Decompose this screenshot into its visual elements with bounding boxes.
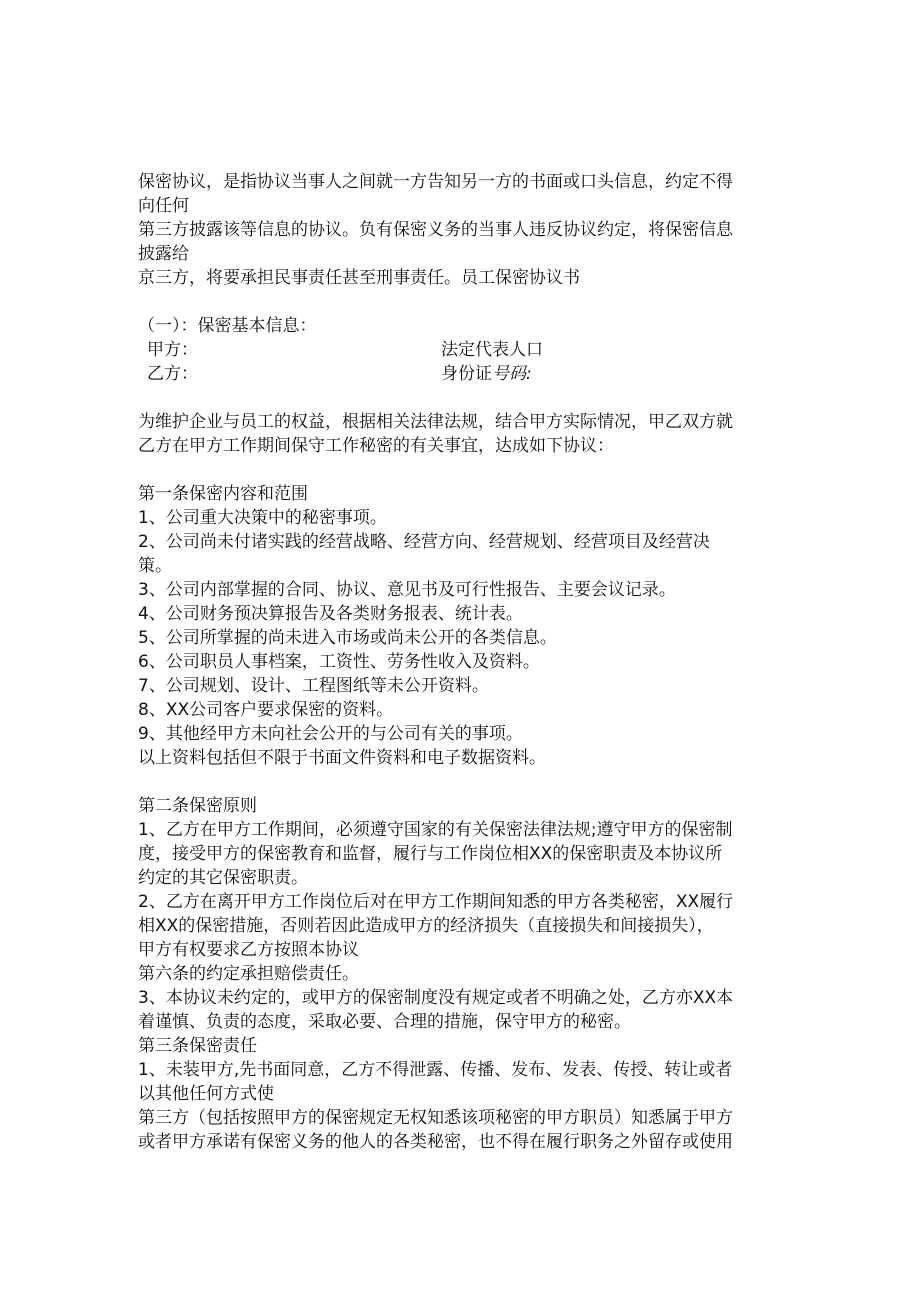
article-2-line: 甲方有权要求乙方按照本协议 <box>138 940 359 960</box>
article-2-title: 第二条保密原则 <box>138 796 257 816</box>
article-3-line: 第三方（包括按照甲方的保密规定无权知悉该项秘密的甲方职员）知悉属于甲方 <box>138 1108 733 1128</box>
article-2-line: 着谨慎、负责的态度，采取必要、合理的措施，保守甲方的秘密。 <box>138 1012 631 1032</box>
intro-paragraph <box>138 170 790 290</box>
preamble-paragraph <box>138 410 790 458</box>
article-1-title: 第一条保密内容和范围 <box>138 484 308 504</box>
article-1-line: 9、其他经甲方未向社会公开的与公司有关的事项。 <box>138 724 523 744</box>
document-body <box>138 170 790 1154</box>
article-2-line: 约定的其它保密职责。 <box>138 868 308 888</box>
intro-line: 京三方，将要承担民事责任甚至刑事责任。员工保密协议书 <box>138 268 580 288</box>
article-1-line: 1、公司重大决策中的秘密事项。 <box>138 508 387 528</box>
article-2-line: 相XX的保密措施，否则若因此造成甲方的经济损失（直接损失和间接损失）， <box>138 916 714 936</box>
article-1-line: 3、公司内部掌握的合同、协议、意见书及可行性报告、主要会议记录。 <box>138 580 676 600</box>
legal-rep-label: 法定代表人口 <box>441 340 543 360</box>
article-1-line: 4、公司财务预决算报告及各类财务报表、统计表。 <box>138 604 523 624</box>
article-2-line: 度，接受甲方的保密教育和监督，履行与工作岗位相XX的保密职责及本协议所 <box>138 844 723 864</box>
article-3-section <box>138 1034 790 1154</box>
intro-line: 向任何 <box>138 196 189 216</box>
article-1-line: 以上资料包括但不限于书面文件资料和电子数据资料。 <box>138 748 546 768</box>
article-3-line: 1、未装甲方,先书面同意，乙方不得泄露、传播、发布、发表、传授、转让或者 <box>138 1060 733 1080</box>
article-1-line: 8、XX公司客户要求保密的资料。 <box>138 700 394 720</box>
party-a-row <box>138 338 790 362</box>
article-3-line: 以其他任何方式使 <box>138 1084 274 1104</box>
id-number-label <box>441 362 532 386</box>
article-1-line: 策。 <box>138 556 172 576</box>
basic-info-heading: （一）：保密基本信息： <box>138 316 317 336</box>
intro-line: 保密协议，是指协议当事人之间就一方告知另一方的书面或口头信息，约定不得 <box>138 172 733 192</box>
article-3-line: 或者甲方承诺有保密义务的他人的各类秘密，也不得在履行职务之外留存或使用 <box>138 1132 733 1152</box>
article-2-line: 3、本协议未约定的，或甲方的保密制度没有规定或者不明确之处，乙方亦XX本 <box>138 988 734 1008</box>
party-a-label: 甲方： <box>147 340 198 360</box>
article-3-title: 第三条保密责任 <box>138 1036 257 1056</box>
intro-line: 披露给 <box>138 244 189 264</box>
article-1-line: 7、公司规划、设计、工程图纸等未公开资料。 <box>138 676 489 696</box>
basic-info-section <box>138 314 790 386</box>
id-suffix: 号码: <box>492 364 532 384</box>
article-2-line: 2、乙方在离开甲方工作岗位后对在甲方工作期间知悉的甲方各类秘密，XX履行 <box>138 892 734 912</box>
intro-line: 第三方披露该等信息的协议。负有保密义务的当事人违反协议约定，将保密信息 <box>138 220 733 240</box>
id-label: 身份证 <box>441 364 492 384</box>
party-b-row <box>138 362 790 386</box>
article-1-section <box>138 482 790 770</box>
article-1-line: 5、公司所掌握的尚未进入市场或尚未公开的各类信息。 <box>138 628 557 648</box>
article-2-line: 1、乙方在甲方工作期间，必须遵守国家的有关保密法律法规;遵守甲方的保密制 <box>138 820 733 840</box>
article-2-line: 第六条的约定承担赔偿责任。 <box>138 964 359 984</box>
article-1-line: 6、公司职员人事档案，工资性、劳务性收入及资料。 <box>138 652 540 672</box>
article-2-section <box>138 794 790 1034</box>
preamble-line: 为维护企业与员工的权益，根据相关法律法规，结合甲方实际情况，甲乙双方就 <box>138 412 733 432</box>
party-b-label: 乙方： <box>147 364 198 384</box>
article-1-line: 2、公司尚未付诸实践的经营战略、经营方向、经营规划、经营项目及经营决 <box>138 532 710 552</box>
preamble-line: 乙方在甲方工作期间保守工作秘密的有关事宜，达成如下协议： <box>138 436 614 456</box>
